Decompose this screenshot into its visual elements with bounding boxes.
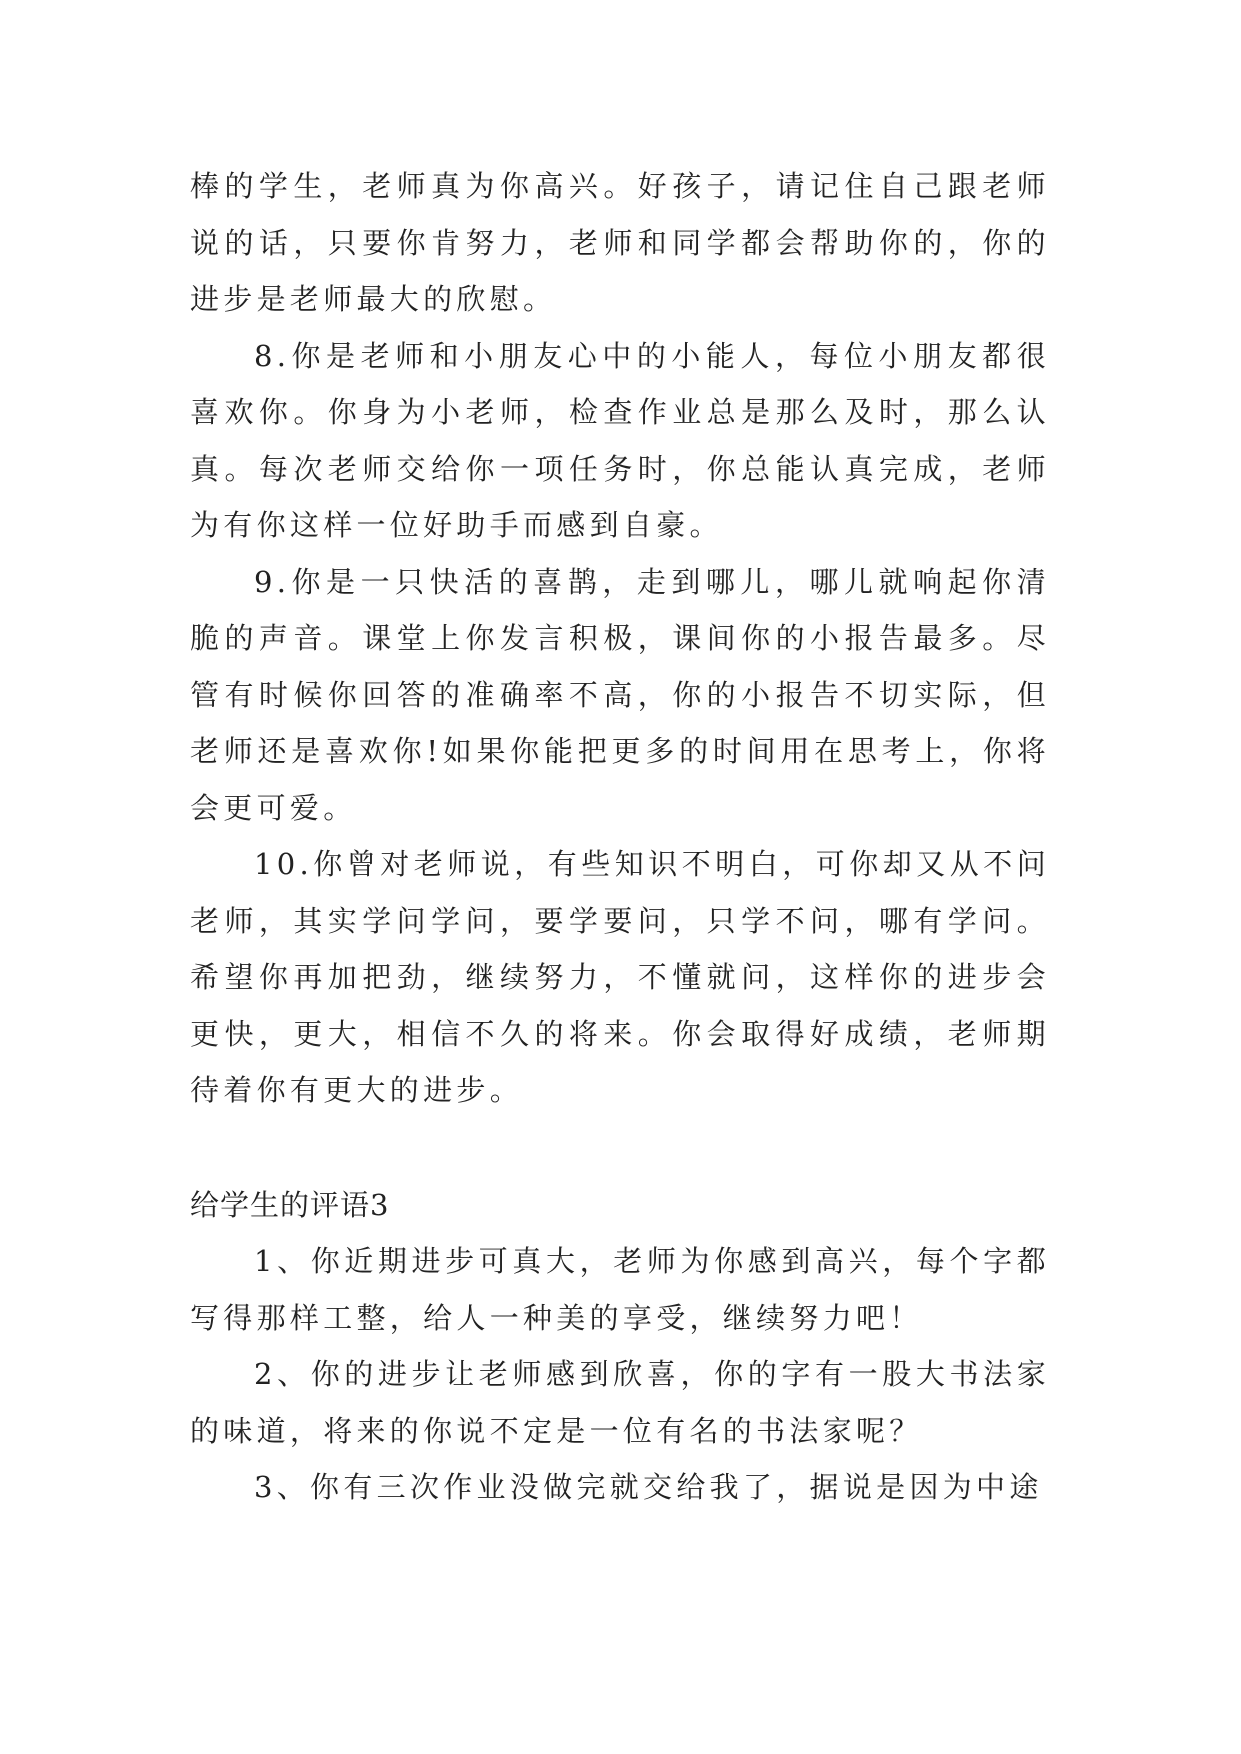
- comment-item-10: 10.你曾对老师说，有些知识不明白，可你却又从不问老师，其实学问学问，要学要问，只学不问，哪有学问。希望你再加把劲，继续努力，不懂就问，这样你的进步会更快，更大，相信不久的将来。你会取得好成绩，老师期待着你有更大的进步。: [190, 847, 1050, 1107]
- continuation-paragraph: 棒的学生，老师真为你高兴。好孩子，请记住自己跟老师说的话，只要你肯努力，老师和同学都会帮助你的，你的进步是老师最大的欣慰。: [190, 169, 1050, 316]
- comment-item-8: 8.你是老师和小朋友心中的小能人，每位小朋友都很喜欢你。你身为小老师，检查作业总是那么及时，那么认真。每次老师交给你一项任务时，你总能认真完成，老师为有你这样一位好助手而感到自豪。: [190, 338, 1050, 542]
- section-title: 给学生的评语3: [190, 1187, 390, 1222]
- comment-item-3: 3、你有三次作业没做完就交给我了，据说是因为中途: [254, 1470, 1043, 1504]
- document-body: [190, 158, 1050, 1516]
- comment-item-2: 2、你的进步让老师感到欣喜，你的字有一股大书法家的味道，将来的你说不定是一位有名的书法家呢？: [190, 1357, 1050, 1448]
- comment-item-1: 1、你近期进步可真大，老师为你感到高兴，每个字都写得那样工整，给人一种美的享受，继续努力吧！: [190, 1244, 1050, 1335]
- comment-item-9: 9.你是一只快活的喜鹊，走到哪儿，哪儿就响起你清脆的声音。课堂上你发言积极，课间你的小报告最多。尽管有时候你回答的准确率不高，你的小报告不切实际，但老师还是喜欢你!如果你能把更多的时间用在思考上，你将会更可爱。: [190, 564, 1050, 825]
